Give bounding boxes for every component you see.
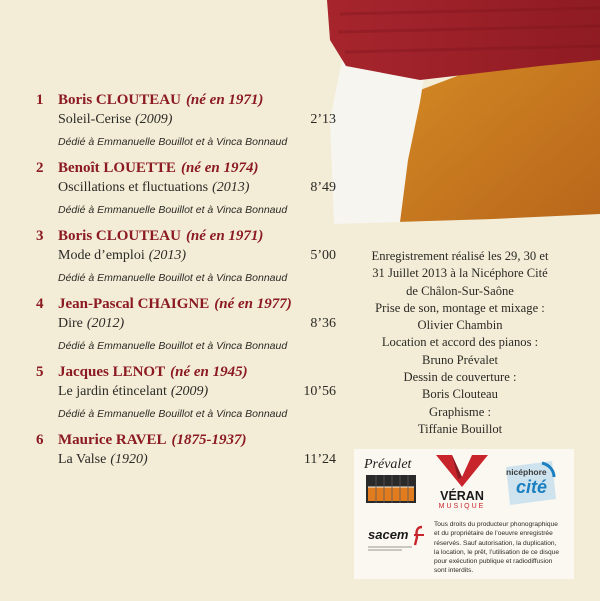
work-title-line [58,248,336,264]
track-header [36,296,336,313]
track-number: 3 [36,228,44,244]
track-number: 1 [36,92,44,108]
track-item [36,364,336,420]
composer-name: Boris CLOUTEAU [58,228,181,244]
credit-line: Prise de son, montage et mixage : [375,300,545,315]
composer-name: Boris CLOUTEAU [58,92,181,108]
work-title: Oscillations et fluctuations [58,180,209,195]
work-year: (2009) [170,384,209,399]
track-number: 2 [36,160,44,176]
track-header [36,228,336,245]
composer-years: (né en 1974) [180,160,259,176]
legal-line: la location, le prêt, l’utilisation de ce disque [434,548,559,556]
track-list [36,92,336,480]
track-number: 4 [36,296,44,312]
composer-name: Maurice RAVEL [58,432,167,448]
work-title-line [58,452,336,468]
dedication: Dédié à Emmanuelle Bouillot et à Vinca Bonnaud [58,340,288,352]
track-item [36,432,336,468]
credit-line: 31 Juillet 2013 à la Nicéphore Cité [372,266,548,281]
track-header [36,432,336,449]
nicephore-bottom-text: cité [516,477,548,497]
track-number: 5 [36,364,44,380]
track-item [36,160,336,216]
composer-years: (né en 1971) [185,92,264,108]
veran-v-icon [432,453,492,489]
composer-name: Jacques LENOT [58,364,166,380]
work-year: (1920) [110,452,148,467]
nicephore-cite-logo [502,459,558,507]
credit-line: Dessin de couverture : [403,370,517,385]
legal-line: réservés. Sauf autorisation, la duplication, [434,539,557,547]
legal-notice [434,520,574,576]
credit-line: Graphisme : [429,404,491,419]
credit-line: Tiffanie Bouillot [417,421,503,436]
work-title-line [58,180,336,196]
credit-line: Bruno Prévalet [422,352,498,367]
track-number: 6 [36,432,44,448]
legal-line: Tous droits du producteur phonographique [434,521,558,528]
track-header [36,364,336,381]
track-duration: 8’36 [310,316,336,331]
work-year: (2013) [212,180,250,195]
veran-subtitle: MUSIQUE [438,503,486,510]
track-duration: 8’49 [310,180,336,195]
prevalet-logo [362,457,420,509]
credit-line: Olivier Chambin [417,318,503,333]
work-title-line [58,112,336,128]
work-title: Soleil-Cerise [58,112,132,127]
composer-name: Jean-Pascal CHAIGNE [58,296,210,312]
composer-years: (né en 1945) [170,364,248,380]
work-title: La Valse [58,452,107,467]
credit-line: Enregistrement réalisé les 29, 30 et [371,249,549,263]
work-title: Le jardin étincelant [58,384,167,399]
logo-panel [354,449,574,579]
work-title: Mode d’emploi [58,248,145,263]
work-year: (2012) [86,316,125,331]
work-title: Dire [58,316,83,331]
composer-years: (né en 1971) [185,228,264,244]
recording-credits [354,248,566,438]
track-duration: 11’24 [303,452,336,467]
nicephore-top-text: nicéphore [506,467,547,477]
work-year: (2009) [135,112,173,127]
track-duration: 2’13 [310,112,336,127]
credit-line: Boris Clouteau [422,387,498,402]
track-header [36,160,336,177]
legal-line: et du propriétaire de l’oeuvre enregistrée [434,530,553,538]
dedication: Dédié à Emmanuelle Bouillot et à Vinca Bonnaud [58,204,288,216]
work-title-line [58,316,336,332]
track-header [36,92,336,109]
veran-logo [432,453,492,513]
track-duration: 10’56 [303,384,336,399]
dedication: Dédié à Emmanuelle Bouillot et à Vinca Bonnaud [58,136,288,148]
track-duration: 5’00 [310,248,336,263]
legal-line: pour exécution publique et radiodiffusion [434,558,553,566]
dedication: Dédié à Emmanuelle Bouillot et à Vinca Bonnaud [58,408,288,420]
sacem-logo [368,527,428,563]
dedication: Dédié à Emmanuelle Bouillot et à Vinca Bonnaud [58,272,288,284]
prevalet-wordmark: Prévalet [364,457,412,472]
sacem-f-icon [412,525,426,547]
credit-line: Location et accord des pianos : [381,335,539,350]
track-item [36,296,336,352]
credit-line: de Châlon-Sur-Saône [406,283,514,298]
legal-line: sont interdits. [434,567,474,575]
composer-years: (1875-1937) [171,432,247,448]
sacem-wordmark: sacem [368,527,409,542]
work-year: (2013) [148,248,187,263]
composer-years: (né en 1977) [214,296,292,312]
composer-name: Benoît LOUETTE [58,160,176,176]
track-item [36,228,336,284]
work-title-line [58,384,336,400]
sacem-tagline-lines [368,545,412,551]
veran-wordmark: VÉRAN [440,489,484,503]
track-item [36,92,336,148]
